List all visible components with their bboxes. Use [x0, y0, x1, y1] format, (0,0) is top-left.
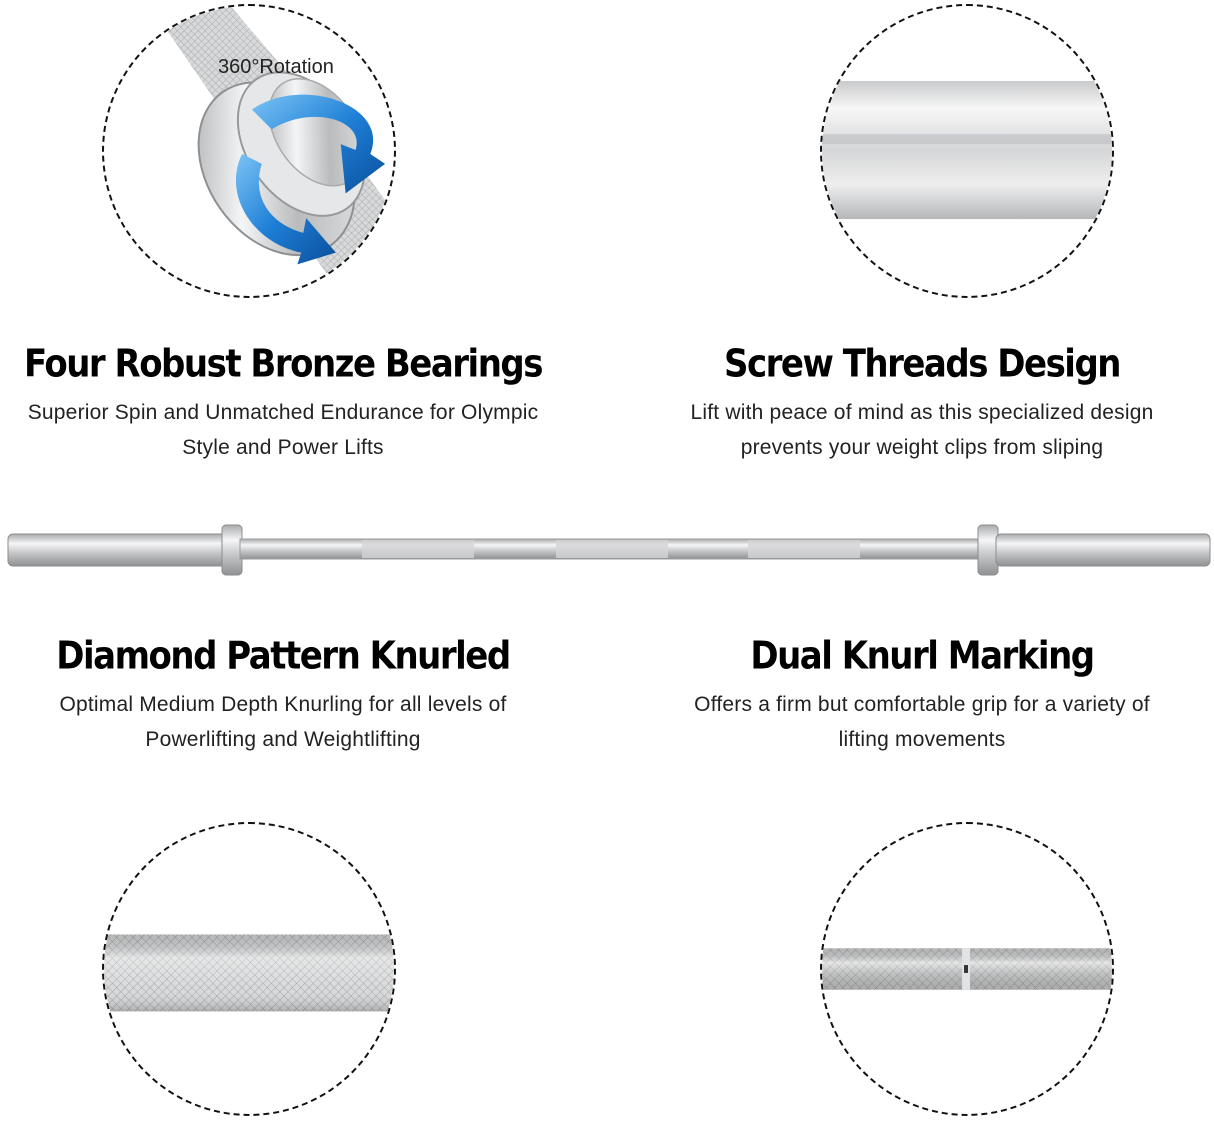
feature-bearings — [0, 341, 566, 465]
feature-description — [0, 395, 566, 465]
description-line: Superior Spin and Unmatched Endurance for Olympic — [27, 401, 539, 424]
sleeve-closeup-illustration — [822, 6, 1112, 296]
barbell-image — [0, 515, 1214, 585]
knurl-marking-illustration — [822, 824, 1112, 1114]
screw-threads-detail-image — [820, 4, 1114, 298]
rotation-label: 360°Rotation — [218, 56, 334, 78]
feature-description — [640, 687, 1204, 757]
description-line: Powerlifting and Weightlifting — [145, 728, 421, 751]
feature-title: Diamond Pattern Knurled — [56, 633, 510, 679]
feature-diamond-knurl — [0, 633, 566, 757]
feature-description — [0, 687, 566, 757]
bearing-detail-image — [102, 4, 396, 298]
feature-title: Dual Knurl Marking — [750, 633, 1094, 679]
knurl-closeup-illustration — [104, 824, 394, 1114]
feature-screw-threads — [640, 341, 1204, 465]
feature-dual-knurl — [640, 633, 1204, 757]
diamond-knurl-detail-image — [102, 822, 396, 1116]
dual-knurl-marking-detail-image — [820, 822, 1114, 1116]
sleeve-rotation-illustration — [104, 6, 394, 296]
feature-description — [640, 395, 1204, 465]
description-line: Offers a firm but comfortable grip for a variety of — [694, 693, 1150, 716]
description-line: Lift with peace of mind as this specialized design — [690, 401, 1154, 424]
description-line: Optimal Medium Depth Knurling for all levels of — [59, 693, 507, 716]
description-line: lifting movements — [838, 728, 1006, 751]
feature-title: Four Robust Bronze Bearings — [24, 341, 542, 387]
description-line: prevents your weight clips from sliping — [740, 436, 1104, 459]
feature-title: Screw Threads Design — [723, 341, 1120, 387]
description-line: Style and Power Lifts — [182, 436, 384, 459]
